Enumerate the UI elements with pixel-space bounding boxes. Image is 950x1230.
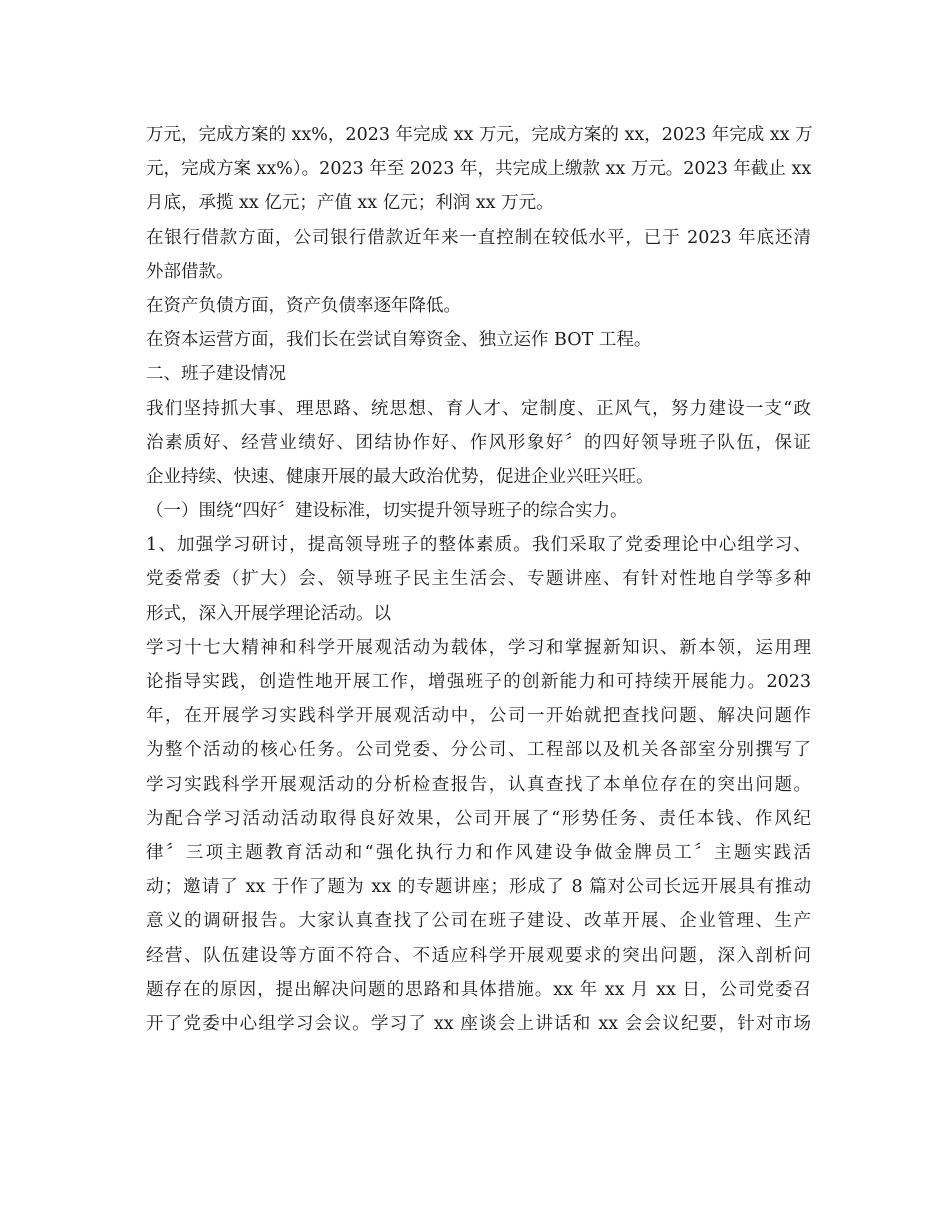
text-line: 在资本运营方面，我们长在尝试自筹资金、独立运作 BOT 工程。: [146, 330, 652, 351]
text-line: 意义的调研报告。大家认真查找了公司在班子建设、改革开展、企业管理、生产: [146, 911, 811, 932]
section-heading: 二、班子建设情况: [146, 364, 286, 385]
text-line: 外部借款。: [146, 261, 234, 282]
text-line: 在资产负债方面，资产负债率逐年降低。: [146, 295, 461, 316]
text-line: 党委常委（扩大）会、领导班子民主生活会、专题讲座、有针对性地自学等多种: [146, 569, 811, 590]
text-line: 经营、队伍建设等方面不符合、不适应科学开展观要求的突出问题，深入剖析问: [146, 945, 811, 966]
text-line: 治素质好、经营业绩好、团结协作好、作风形象好〞的四好领导班子队伍，保证: [146, 432, 811, 453]
text-line: 题存在的原因，提出解决问题的思路和具体措施。xx 年 xx 月 xx 日，公司党委召: [146, 979, 811, 1000]
text-line: 形式，深入开展学理论活动。以: [146, 603, 391, 624]
subsection-heading: （一）围绕“四好〞建设标准，切实提升领导班子的综合实力。: [146, 501, 628, 522]
text-line: 律〞三项主题教育活动和“强化执行力和作风建设争做金牌员工〞主题实践活: [146, 842, 811, 863]
document-body: [146, 118, 811, 1041]
text-line: 动；邀请了 xx 于作了题为 xx 的专题讲座；形成了 8 篇对公司长远开展具有推动: [146, 877, 811, 898]
text-line: 元，完成方案 xx%）。2023 年至 2023 年，共完成上缴款 xx 万元。2023 年截止 xx: [146, 159, 812, 180]
text-line: 1、加强学习研讨，提高领导班子的整体素质。我们采取了党委理论中心组学习、: [146, 535, 811, 556]
text-line: 为配合学习活动活动取得良好效果，公司开展了“形势任务、责任本钱、作风纪: [146, 808, 811, 829]
text-line: 为整个活动的核心任务。公司党委、分公司、工程部以及机关各部室分别撰写了: [146, 740, 811, 761]
text-line: 我们坚持抓大事、理思路、统思想、育人才、定制度、正风气，努力建设一支“政: [146, 398, 811, 419]
text-line: 企业持续、快速、健康开展的最大政治优势，促进企业兴旺兴旺。: [146, 466, 654, 487]
text-line: 学习实践科学开展观活动的分析检查报告，认真查找了本单位存在的突出问题。: [146, 774, 811, 795]
text-line: 学习十七大精神和科学开展观活动为载体，学习和掌握新知识、新本领，运用理: [146, 637, 811, 658]
text-line: 开了党委中心组学习会议。学习了 xx 座谈会上讲话和 xx 会会议纪要，针对市场: [146, 1013, 811, 1034]
text-line: 在银行借款方面，公司银行借款近年来一直控制在较低水平，已于 2023 年底还清: [146, 227, 811, 248]
text-line: 月底，承揽 xx 亿元；产值 xx 亿元；利润 xx 万元。: [146, 193, 554, 214]
text-line: 万元，完成方案的 xx%，2023 年完成 xx 万元，完成方案的 xx，2023 年完成 xx 万: [146, 125, 813, 145]
text-line: 论指导实践，创造性地开展工作，增强班子的创新能力和可持续开展能力。2023: [146, 672, 811, 692]
text-line: 年，在开展学习实践科学开展观活动中，公司一开始就把查找问题、解决问题作: [146, 706, 811, 727]
